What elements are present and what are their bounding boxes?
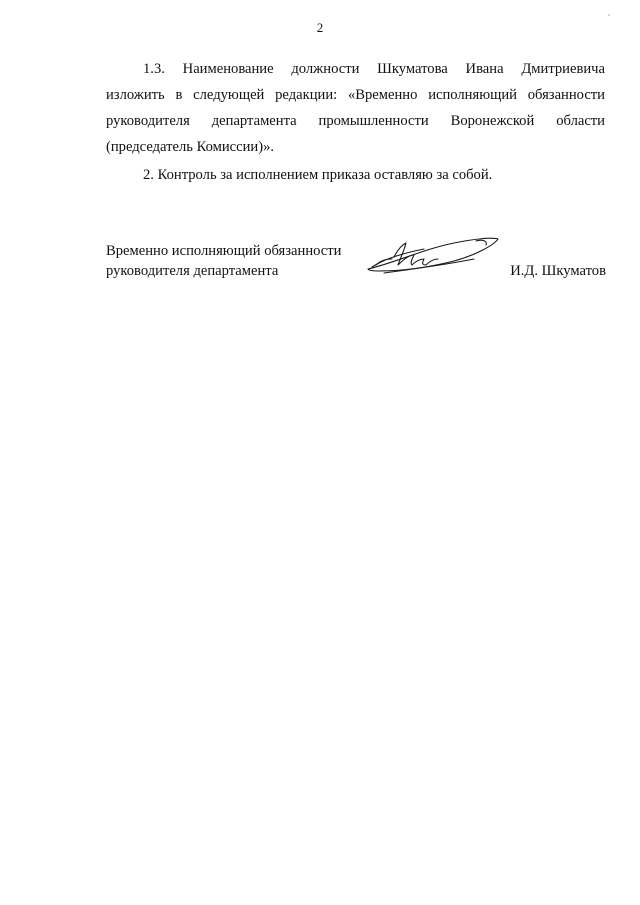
signature-block	[106, 241, 606, 291]
paragraph-2: 2. Контроль за исполнением приказа оставляю за собой.	[143, 167, 493, 183]
paragraph-line: 1.3. Наименование должности Шкуматова Ивана Дмитриевича	[143, 61, 605, 77]
paragraph-line: изложить в следующей редакции: «Временно исполняющий обязанности	[106, 87, 605, 103]
signatory-title-line-2: руководителя департамента	[106, 263, 279, 279]
scan-speck	[608, 14, 610, 16]
paragraph-line: руководителя департамента промышленности Воронежской области	[106, 113, 605, 129]
page-number: 2	[316, 20, 324, 35]
signatory-name: И.Д. Шкуматов	[510, 263, 606, 279]
signatory-title	[106, 241, 341, 281]
paragraph-1-3	[106, 56, 605, 160]
handwritten-signature-icon	[364, 229, 504, 279]
document-body	[106, 56, 605, 188]
signatory-title-line-1: Временно исполняющий обязанности	[106, 243, 342, 259]
paragraph-line: (председатель Комиссии)».	[106, 139, 275, 155]
